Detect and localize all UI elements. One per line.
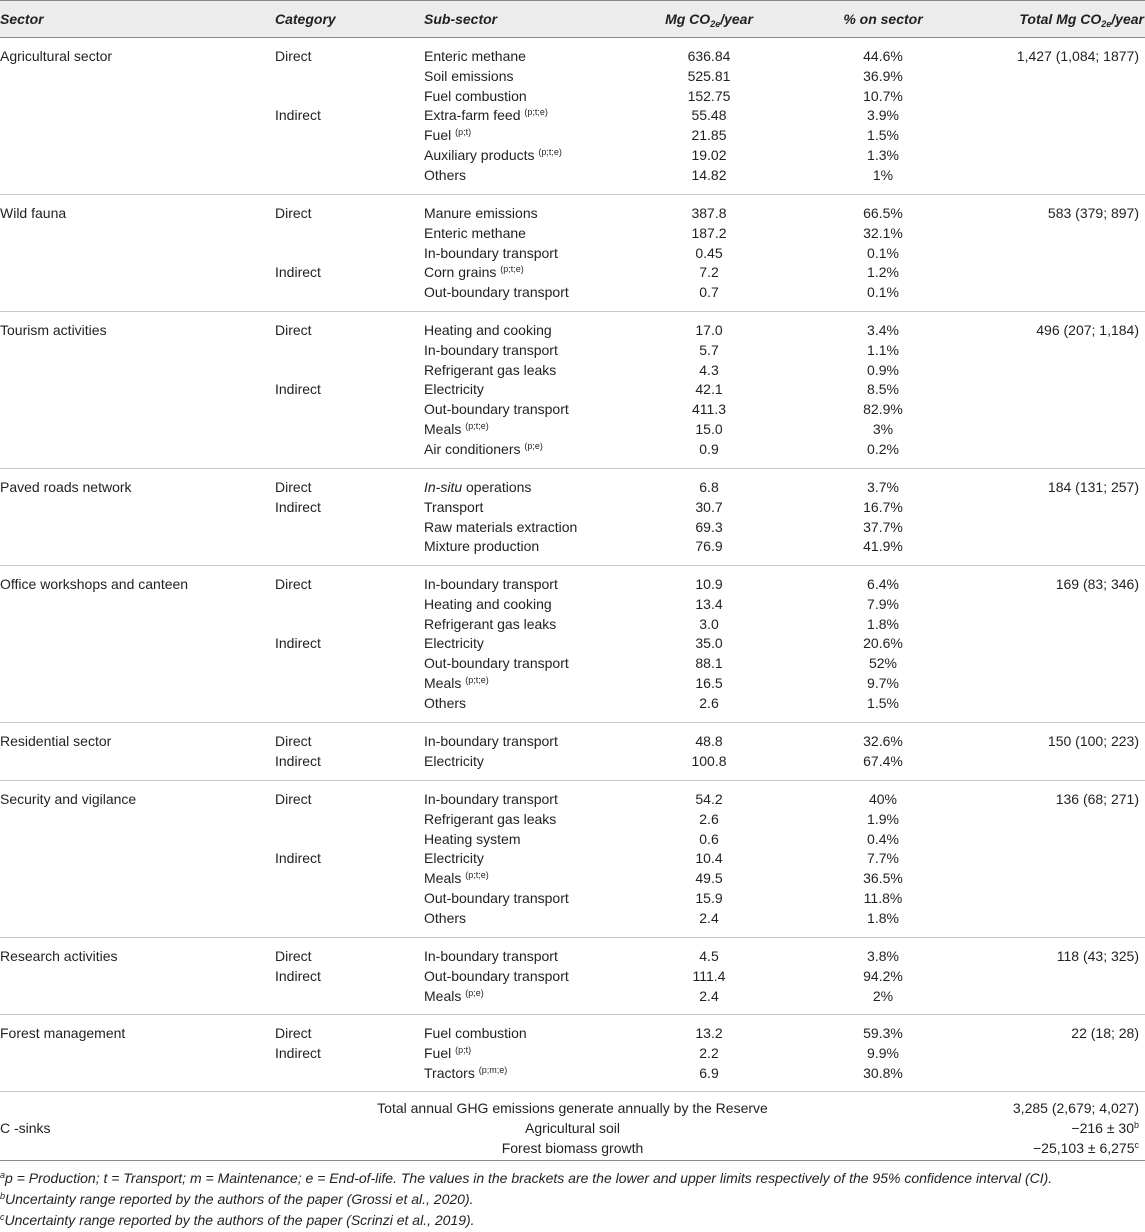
pct-value: 11.8% xyxy=(863,890,903,906)
pct-value: 1.9% xyxy=(867,811,899,827)
mg-value: 42.1 xyxy=(695,381,723,397)
subsector-label: Fuel $^{(p;t)}$ xyxy=(424,127,472,143)
sector-name: Residential sector xyxy=(0,733,112,749)
subsector-label: In-boundary transport xyxy=(424,342,558,358)
mg-value: 187.2 xyxy=(691,225,727,241)
mg-value: 152.75 xyxy=(687,88,731,104)
subsector-label: Refrigerant gas leaks xyxy=(424,811,557,827)
pct-value: 0.4% xyxy=(867,831,899,847)
total-annual-value: 3,285 (2,679; 4,027) xyxy=(1012,1100,1139,1116)
sector-group xyxy=(0,469,1145,566)
header-pct: % on sector xyxy=(843,11,923,27)
subsector-label: Heating and cooking xyxy=(424,596,552,612)
subsector-label: Out-boundary transport xyxy=(424,890,569,906)
subsector-label: Refrigerant gas leaks xyxy=(424,362,557,378)
mg-value: 411.3 xyxy=(692,401,726,417)
subsector-label: Electricity xyxy=(424,635,484,651)
mg-value: 13.4 xyxy=(695,596,723,612)
sector-total: 136 (68; 271) xyxy=(1055,791,1139,807)
pct-value: 16.7% xyxy=(863,499,903,515)
footnote-a: $^a$p = Production; t = Transport; m = Maintenance; e = End-of-life. The values in the brackets are the lower and upper limits respectively of the 95% confidence interval (CI). xyxy=(0,1170,1053,1186)
pct-value: 67.4% xyxy=(863,753,903,769)
pct-value: 1.5% xyxy=(867,127,899,143)
mg-value: 6.9 xyxy=(699,1065,719,1081)
pct-value: 1.8% xyxy=(867,910,899,926)
mg-value: 15.0 xyxy=(695,421,723,437)
subsector-label: Raw materials extraction xyxy=(424,519,578,535)
mg-value: 636.84 xyxy=(687,48,731,64)
subsector-label: Electricity xyxy=(424,850,484,866)
pct-value: 32.1% xyxy=(863,225,903,241)
sector-total: 496 (207; 1,184) xyxy=(1036,322,1139,338)
pct-value: 20.6% xyxy=(863,635,903,651)
pct-value: 1.2% xyxy=(867,264,899,280)
mg-value: 111.4 xyxy=(692,968,726,984)
category-label: Direct xyxy=(275,205,312,221)
sector-name: Research activities xyxy=(0,948,118,964)
mg-value: 10.9 xyxy=(695,576,723,592)
pct-value: 1% xyxy=(872,167,894,183)
pct-value: 40% xyxy=(868,791,898,807)
pct-value: 2% xyxy=(872,988,894,1004)
category-label: Direct xyxy=(275,48,312,64)
pct-value: 32.6% xyxy=(863,733,903,749)
pct-value: 3% xyxy=(872,421,894,437)
pct-value: 3.7% xyxy=(867,479,899,495)
pct-value: 36.9% xyxy=(863,68,903,84)
subsector-label: Electricity xyxy=(424,753,484,769)
mg-value: 16.5 xyxy=(695,675,723,691)
subsector-label: In-boundary transport xyxy=(424,576,558,592)
pct-value: 82.9% xyxy=(863,401,903,417)
sector-group xyxy=(0,312,1145,469)
pct-value: 59.3% xyxy=(863,1025,903,1041)
mg-value: 2.6 xyxy=(699,695,719,711)
pct-value: 3.8% xyxy=(867,948,899,964)
mg-value: 49.5 xyxy=(695,870,723,886)
sector-total: 583 (379; 897) xyxy=(1047,205,1139,221)
table-header xyxy=(0,0,1145,38)
category-label: Indirect xyxy=(275,635,321,651)
pct-value: 0.2% xyxy=(867,441,899,457)
mg-value: 387.8 xyxy=(691,205,727,221)
agricultural-soil-label: Agricultural soil xyxy=(525,1120,620,1136)
mg-value: 10.4 xyxy=(695,850,723,866)
category-label: Indirect xyxy=(275,1045,321,1061)
header-subsector: Sub-sector xyxy=(424,11,498,27)
mg-value: 14.82 xyxy=(691,167,727,183)
category-label: Indirect xyxy=(275,968,321,984)
mg-value: 7.2 xyxy=(699,264,719,280)
mg-value: 0.45 xyxy=(695,245,723,261)
subsector-label: Others xyxy=(424,167,467,183)
pct-value: 44.6% xyxy=(863,48,903,64)
sector-total: 184 (131; 257) xyxy=(1047,479,1139,495)
c-sinks-label: C -sinks xyxy=(0,1120,51,1136)
category-label: Direct xyxy=(275,576,312,592)
mg-value: 4.5 xyxy=(699,948,719,964)
pct-value: 66.5% xyxy=(863,205,903,221)
subsector-label: In-boundary transport xyxy=(424,948,558,964)
forest-biomass-value: −25,103 ± 6,275$^c$ xyxy=(1033,1140,1139,1156)
sector-name: Paved roads network xyxy=(0,479,132,495)
pct-value: 3.4% xyxy=(867,322,899,338)
header-sector: Sector xyxy=(0,11,44,27)
sector-total: 169 (83; 346) xyxy=(1055,576,1139,592)
agricultural-soil-value: $-216 \pm 30^b$ xyxy=(1071,1120,1139,1136)
category-label: Indirect xyxy=(275,107,321,123)
sector-group xyxy=(0,566,1145,723)
mg-value: 2.4 xyxy=(699,910,719,926)
pct-value: 0.9% xyxy=(867,362,899,378)
mg-value: 0.7 xyxy=(699,284,719,300)
mg-value: 2.4 xyxy=(699,988,719,1004)
subsector-label: Fuel combustion xyxy=(424,1025,527,1041)
mg-value: 0.9 xyxy=(699,441,719,457)
pct-value: 1.8% xyxy=(867,616,899,632)
sector-total: 22 (18; 28) xyxy=(1071,1025,1139,1041)
subsector-label: Refrigerant gas leaks xyxy=(424,616,557,632)
mg-value: 3.0 xyxy=(699,616,719,632)
subsector-label: Out-boundary transport xyxy=(424,655,569,671)
mg-value: 30.7 xyxy=(695,499,723,515)
subsector-label: Others xyxy=(424,695,467,711)
mg-value: 4.3 xyxy=(699,362,719,378)
subsector-label: Manure emissions xyxy=(424,205,538,221)
sector-group xyxy=(0,195,1145,312)
subsector-label: Heating system xyxy=(424,831,521,847)
subsector-label: Meals $^{(p;t;e)}$ xyxy=(424,870,489,886)
category-label: Direct xyxy=(275,948,312,964)
category-label: Direct xyxy=(275,1025,312,1041)
header-mg: Mg $CO_{2e}$/year xyxy=(665,11,753,29)
mg-value: 2.6 xyxy=(699,811,719,827)
sector-name: Wild fauna xyxy=(0,205,67,221)
sector-group xyxy=(0,781,1145,938)
category-label: Direct xyxy=(275,733,312,749)
mg-value: 35.0 xyxy=(695,635,723,651)
pct-value: 8.5% xyxy=(867,381,899,397)
sector-name: Tourism activities xyxy=(0,322,107,338)
subsector-label: Heating and cooking xyxy=(424,322,552,338)
subsector-label: In-boundary transport xyxy=(424,791,558,807)
subsector-label: In-boundary transport xyxy=(424,245,558,261)
subsector-label: Electricity xyxy=(424,381,484,397)
pct-value: 1.5% xyxy=(867,695,899,711)
mg-value: 2.2 xyxy=(699,1045,719,1061)
pct-value: 1.1% xyxy=(867,342,899,358)
sector-group xyxy=(0,38,1145,195)
mg-value: 13.2 xyxy=(695,1025,723,1041)
subsector-label: Meals $^{(p;e)}$ xyxy=(424,988,484,1004)
mg-value: 6.8 xyxy=(699,479,719,495)
mg-value: 55.48 xyxy=(691,107,727,123)
category-label: Direct xyxy=(275,479,312,495)
mg-value: 17.0 xyxy=(695,322,723,338)
mg-value: 525.81 xyxy=(687,68,731,84)
sector-name: Office workshops and canteen xyxy=(0,576,189,592)
mg-value: 21.85 xyxy=(691,127,727,143)
header-category: Category xyxy=(275,11,336,27)
pct-value: 7.9% xyxy=(867,596,899,612)
mg-value: 48.8 xyxy=(695,733,723,749)
pct-value: 0.1% xyxy=(867,245,899,261)
sector-group xyxy=(0,938,1145,1015)
mg-value: 0.6 xyxy=(699,831,719,847)
sector-total: 118 (43; 325) xyxy=(1056,948,1139,964)
pct-value: 1.3% xyxy=(867,147,899,163)
mg-value: 100.8 xyxy=(691,753,727,769)
sector-total: 150 (100; 223) xyxy=(1047,733,1139,749)
category-label: Indirect xyxy=(275,499,321,515)
pct-value: 94.2% xyxy=(863,968,903,984)
subsector-label: Others xyxy=(424,910,467,926)
subsector-label: Auxiliary products $^{(p;t;e)}$ xyxy=(424,147,562,163)
subsector-label: Enteric methane xyxy=(424,48,526,64)
mg-value: 54.2 xyxy=(695,791,723,807)
sector-group xyxy=(0,1015,1145,1092)
category-label: Indirect xyxy=(275,753,321,769)
category-label: Indirect xyxy=(275,264,321,280)
subsector-label: In-boundary transport xyxy=(424,733,558,749)
footnote-c: $^c$Uncertainty range reported by the authors of the paper (Scrinzi et al., 2019). xyxy=(0,1212,475,1228)
mg-value: 76.9 xyxy=(695,538,723,554)
sector-total: 1,427 (1,084; 1877) xyxy=(1016,48,1139,64)
sector-name: Agricultural sector xyxy=(0,48,113,64)
category-label: Indirect xyxy=(275,850,321,866)
pct-value: 6.4% xyxy=(867,576,899,592)
mg-value: 5.7 xyxy=(699,342,719,358)
subsector-label: Out-boundary transport xyxy=(424,968,569,984)
subsector-label: Out-boundary transport xyxy=(424,401,569,417)
subsector-label: Enteric methane xyxy=(424,225,526,241)
sector-name: Forest management xyxy=(0,1025,126,1041)
subsector-label: Fuel $^{(p;t)}$ xyxy=(424,1045,472,1061)
mg-value: 19.02 xyxy=(691,147,727,163)
pct-value: 52% xyxy=(868,655,898,671)
pct-value: 36.5% xyxy=(863,870,903,886)
pct-value: 3.9% xyxy=(867,107,899,123)
subsector-label: Out-boundary transport xyxy=(424,284,569,300)
footnote-b: $^b$Uncertainty range reported by the authors of the paper (Grossi et al., 2020). xyxy=(0,1191,474,1207)
pct-value: 0.1% xyxy=(867,284,899,300)
pct-value: 41.9% xyxy=(863,538,903,554)
pct-value: 7.7% xyxy=(867,850,899,866)
category-label: Direct xyxy=(275,791,312,807)
pct-value: 10.7% xyxy=(863,88,903,104)
subsector-label: Fuel combustion xyxy=(424,88,527,104)
header-total: Total Mg $CO_{2e}$/year xyxy=(1019,11,1144,29)
category-label: Direct xyxy=(275,322,312,338)
pct-value: 37.7% xyxy=(863,519,903,535)
total-annual-label: Total annual GHG emissions generate annually by the Reserve xyxy=(377,1100,768,1116)
mg-value: 15.9 xyxy=(695,890,723,906)
subsector-label: Air conditioners $^{(p;e)}$ xyxy=(424,441,543,457)
mg-value: 88.1 xyxy=(695,655,723,671)
forest-biomass-label: Forest biomass growth xyxy=(501,1140,644,1156)
sector-name: Security and vigilance xyxy=(0,791,137,807)
mg-value: 69.3 xyxy=(695,519,723,535)
subsector-label: Extra-farm feed $^{(p;t;e)}$ xyxy=(424,107,548,123)
subsector-label: Tractors $^{(p;m;e)}$ xyxy=(424,1065,508,1081)
subsector-label: Meals $^{(p;t;e)}$ xyxy=(424,421,489,437)
pct-value: 30.8% xyxy=(863,1065,903,1081)
pct-value: 9.7% xyxy=(867,675,899,691)
subsector-label: Meals $^{(p;t;e)}$ xyxy=(424,675,489,691)
pct-value: 9.9% xyxy=(867,1045,899,1061)
subsector-label: Corn grains $^{(p;t;e)}$ xyxy=(424,264,524,280)
sector-group xyxy=(0,723,1145,781)
summary-block xyxy=(0,1090,1145,1161)
subsector-label: Soil emissions xyxy=(424,68,514,84)
subsector-label: Transport xyxy=(424,499,484,515)
category-label: Indirect xyxy=(275,381,321,397)
subsector-label: In-situ operations xyxy=(424,479,532,495)
subsector-label: Mixture production xyxy=(424,538,540,554)
